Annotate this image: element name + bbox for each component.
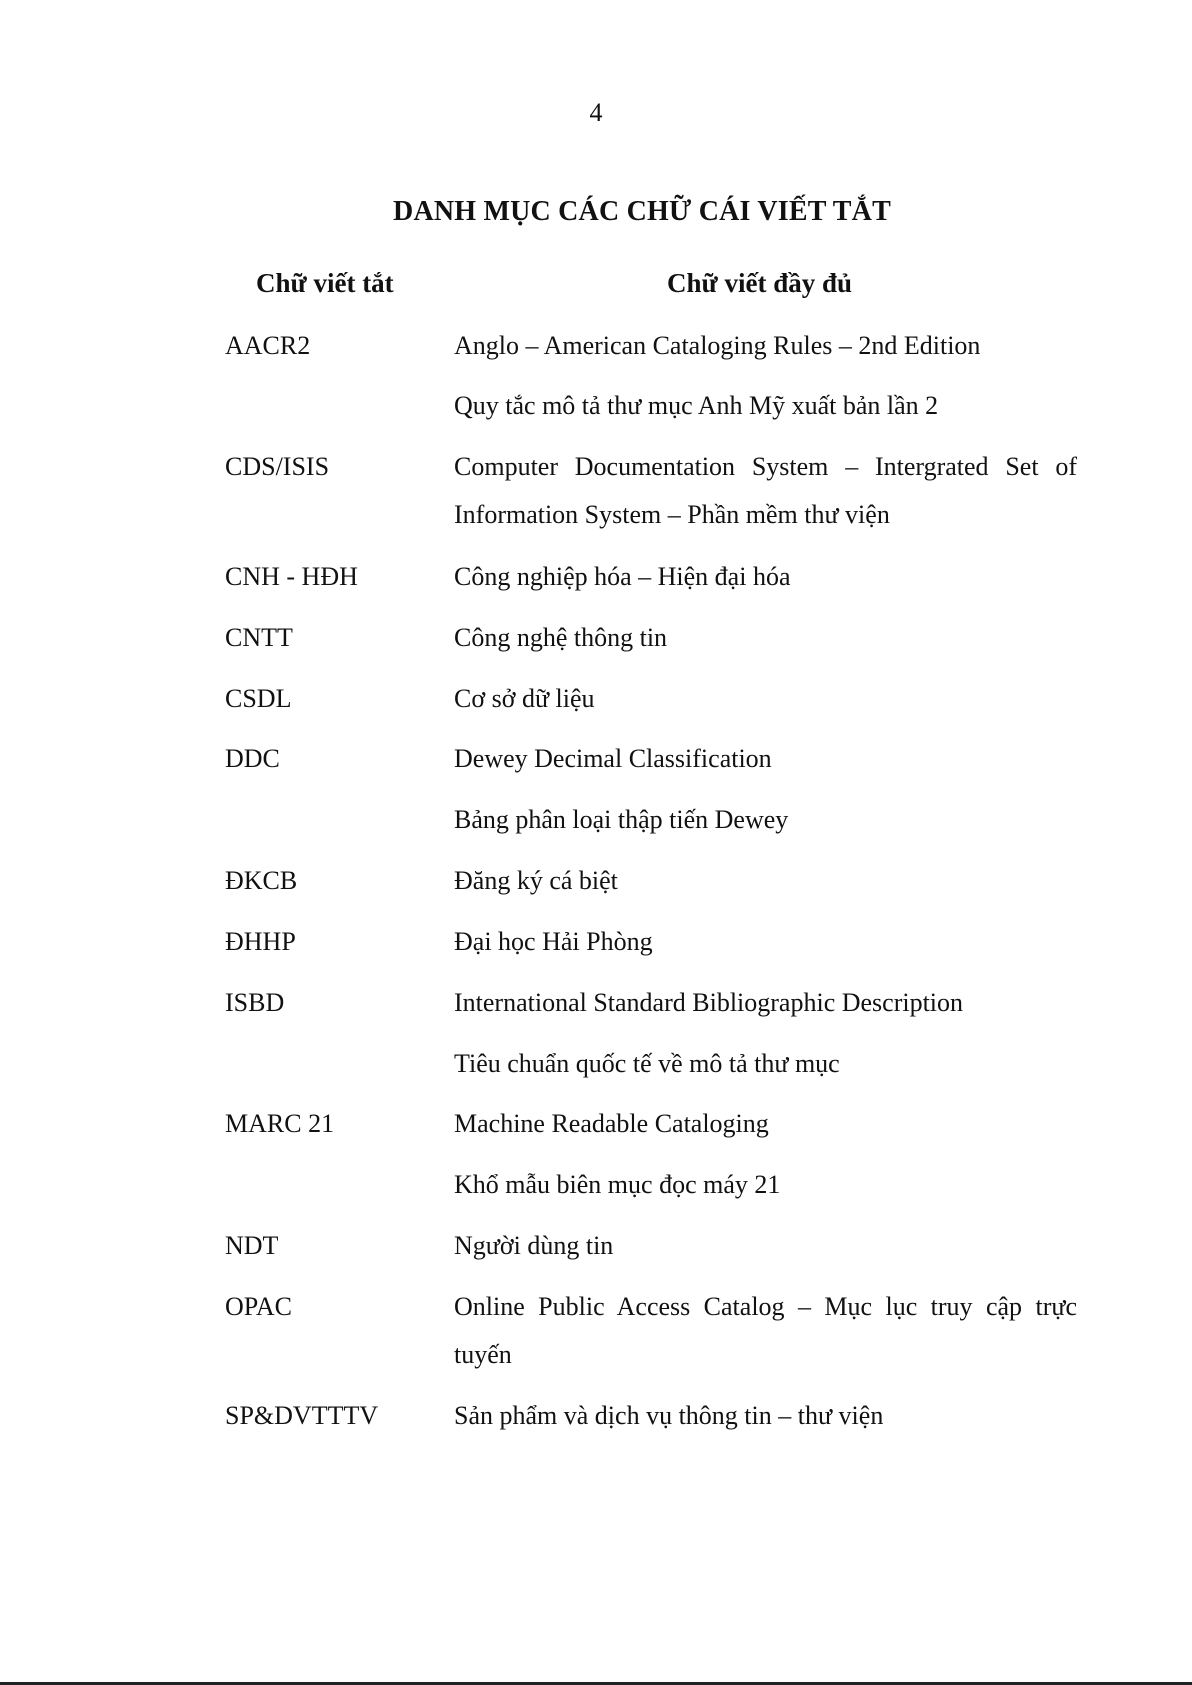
- full-form: Online Public Access Catalog – Mục lục truy cập trực tuyến: [454, 1292, 1077, 1369]
- abbreviation: CSDL: [225, 684, 292, 713]
- full-form: Dewey Decimal Classification: [454, 744, 772, 773]
- abbreviation: CDS/ISIS: [225, 452, 330, 481]
- column-header-full-form: Chữ viết đầy đủ: [667, 268, 852, 298]
- full-form: Người dùng tin: [454, 1231, 614, 1260]
- full-form: Tiêu chuẩn quốc tế về mô tả thư mục: [454, 1049, 840, 1078]
- abbreviation: AACR2: [225, 331, 311, 360]
- full-form: Sản phẩm và dịch vụ thông tin – thư viện: [454, 1401, 884, 1430]
- abbreviation: ISBD: [225, 988, 285, 1017]
- abbreviation: CNTT: [225, 623, 293, 652]
- full-form: Công nghệ thông tin: [454, 623, 668, 652]
- abbreviation: NDT: [225, 1231, 279, 1260]
- full-form: Machine Readable Cataloging: [454, 1109, 769, 1138]
- abbreviation: DDC: [225, 744, 280, 773]
- full-form: Đăng ký cá biệt: [454, 866, 618, 895]
- full-form: Đại học Hải Phòng: [454, 927, 653, 956]
- full-form: Khổ mẫu biên mục đọc máy 21: [454, 1170, 781, 1199]
- abbreviation: OPAC: [225, 1292, 292, 1321]
- page-title: DANH MỤC CÁC CHỮ CÁI VIẾT TẮT: [393, 196, 891, 227]
- full-form: International Standard Bibliographic Description: [454, 988, 964, 1017]
- full-form: Cơ sở dữ liệu: [454, 684, 595, 713]
- abbreviation: MARC 21: [225, 1109, 335, 1138]
- abbreviation: ĐHHP: [225, 927, 296, 956]
- column-header-abbreviation: Chữ viết tắt: [256, 268, 394, 298]
- abbreviation: SP&DVTTTV: [225, 1401, 379, 1430]
- abbreviation: ĐKCB: [225, 866, 298, 895]
- full-form: Computer Documentation System – Intergrated Set of Information System – Phần mềm thư viện: [454, 452, 1077, 529]
- full-form: Quy tắc mô tả thư mục Anh Mỹ xuất bản lần 2: [454, 391, 939, 420]
- full-form: Bảng phân loại thập tiến Dewey: [454, 805, 789, 834]
- abbreviation: CNH - HĐH: [225, 562, 358, 591]
- full-form: Công nghiệp hóa – Hiện đại hóa: [454, 562, 791, 591]
- page-number: 4: [589, 98, 603, 127]
- full-form: Anglo – American Cataloging Rules – 2nd Edition: [454, 331, 981, 360]
